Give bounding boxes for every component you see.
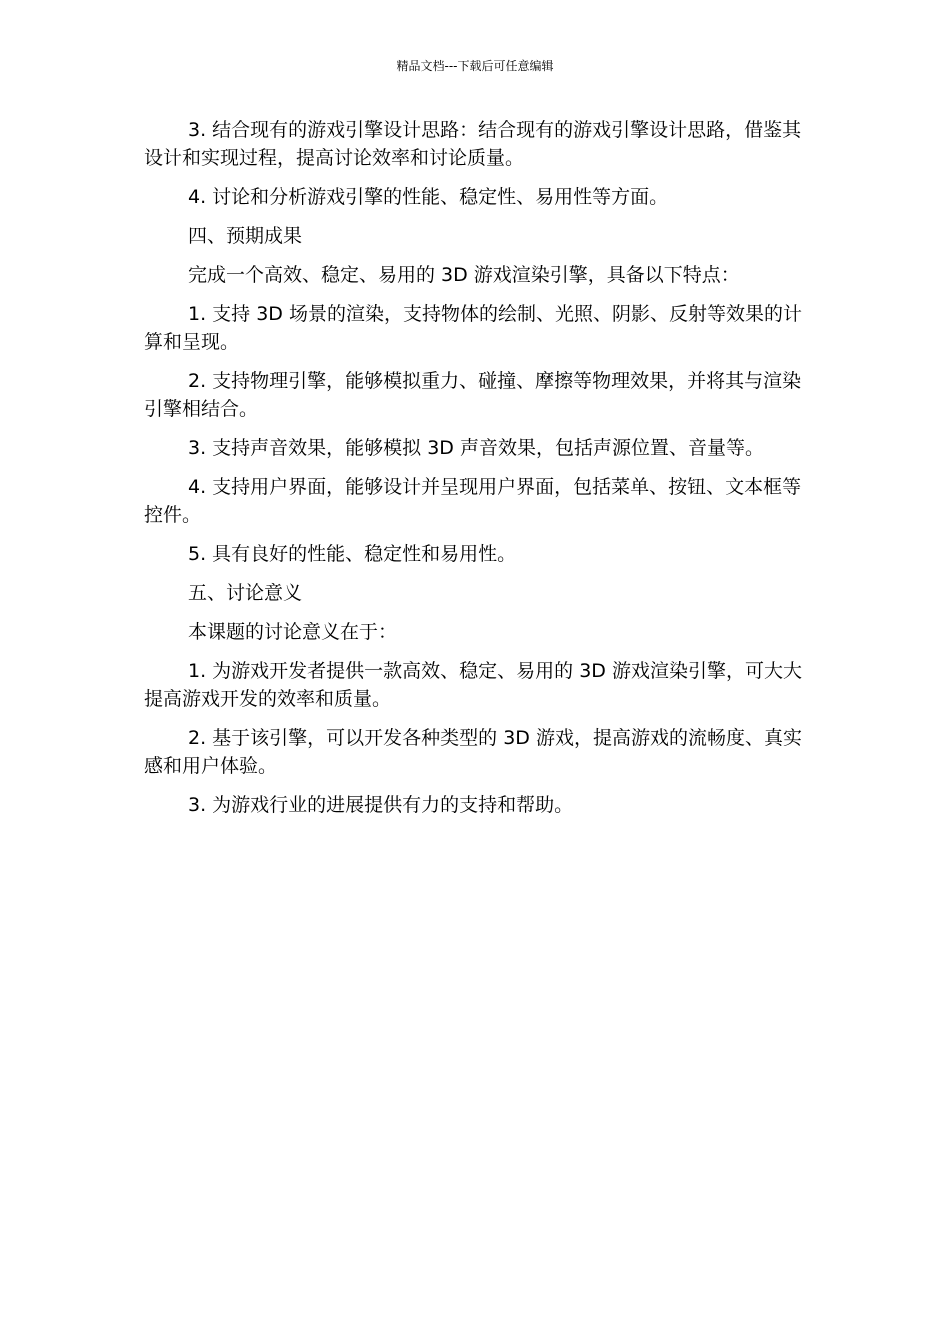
- section-heading: 四、预期成果: [188, 225, 303, 247]
- section-heading: 五、讨论意义: [188, 582, 303, 604]
- list-item: 3. 为游戏行业的进展提供有力的支持和帮助。: [188, 794, 574, 816]
- paragraph: 完成一个高效、稳定、易用的 3D 游戏渲染引擎，具备以下特点：: [188, 264, 740, 286]
- document-body: [144, 116, 806, 830]
- list-item: 4. 支持用户界面，能够设计并呈现用户界面，包括菜单、按钮、文本框等控件。: [144, 476, 802, 526]
- list-item: 1. 为游戏开发者提供一款高效、稳定、易用的 3D 游戏渲染引擎，可大大提高游戏开发的效率和质量。: [144, 660, 802, 710]
- list-item: 1. 支持 3D 场景的渲染，支持物体的绘制、光照、阴影、反射等效果的计算和呈现。: [144, 303, 802, 353]
- page-header: 精品文档---下载后可任意编辑: [396, 59, 554, 73]
- list-item: 2. 基于该引擎，可以开发各种类型的 3D 游戏，提高游戏的流畅度、真实感和用户体验。: [144, 727, 802, 777]
- paragraph: 本课题的讨论意义在于：: [188, 621, 398, 643]
- list-item: 5. 具有良好的性能、稳定性和易用性。: [188, 543, 517, 565]
- paragraph: 3. 结合现有的游戏引擎设计思路：结合现有的游戏引擎设计思路，借鉴其设计和实现过程，提高讨论效率和讨论质量。: [144, 119, 802, 169]
- list-item: 3. 支持声音效果，能够模拟 3D 声音效果，包括声源位置、音量等。: [188, 437, 764, 459]
- paragraph: 4. 讨论和分析游戏引擎的性能、稳定性、易用性等方面。: [188, 186, 669, 208]
- list-item: 2. 支持物理引擎，能够模拟重力、碰撞、摩擦等物理效果，并将其与渲染引擎相结合。: [144, 370, 802, 420]
